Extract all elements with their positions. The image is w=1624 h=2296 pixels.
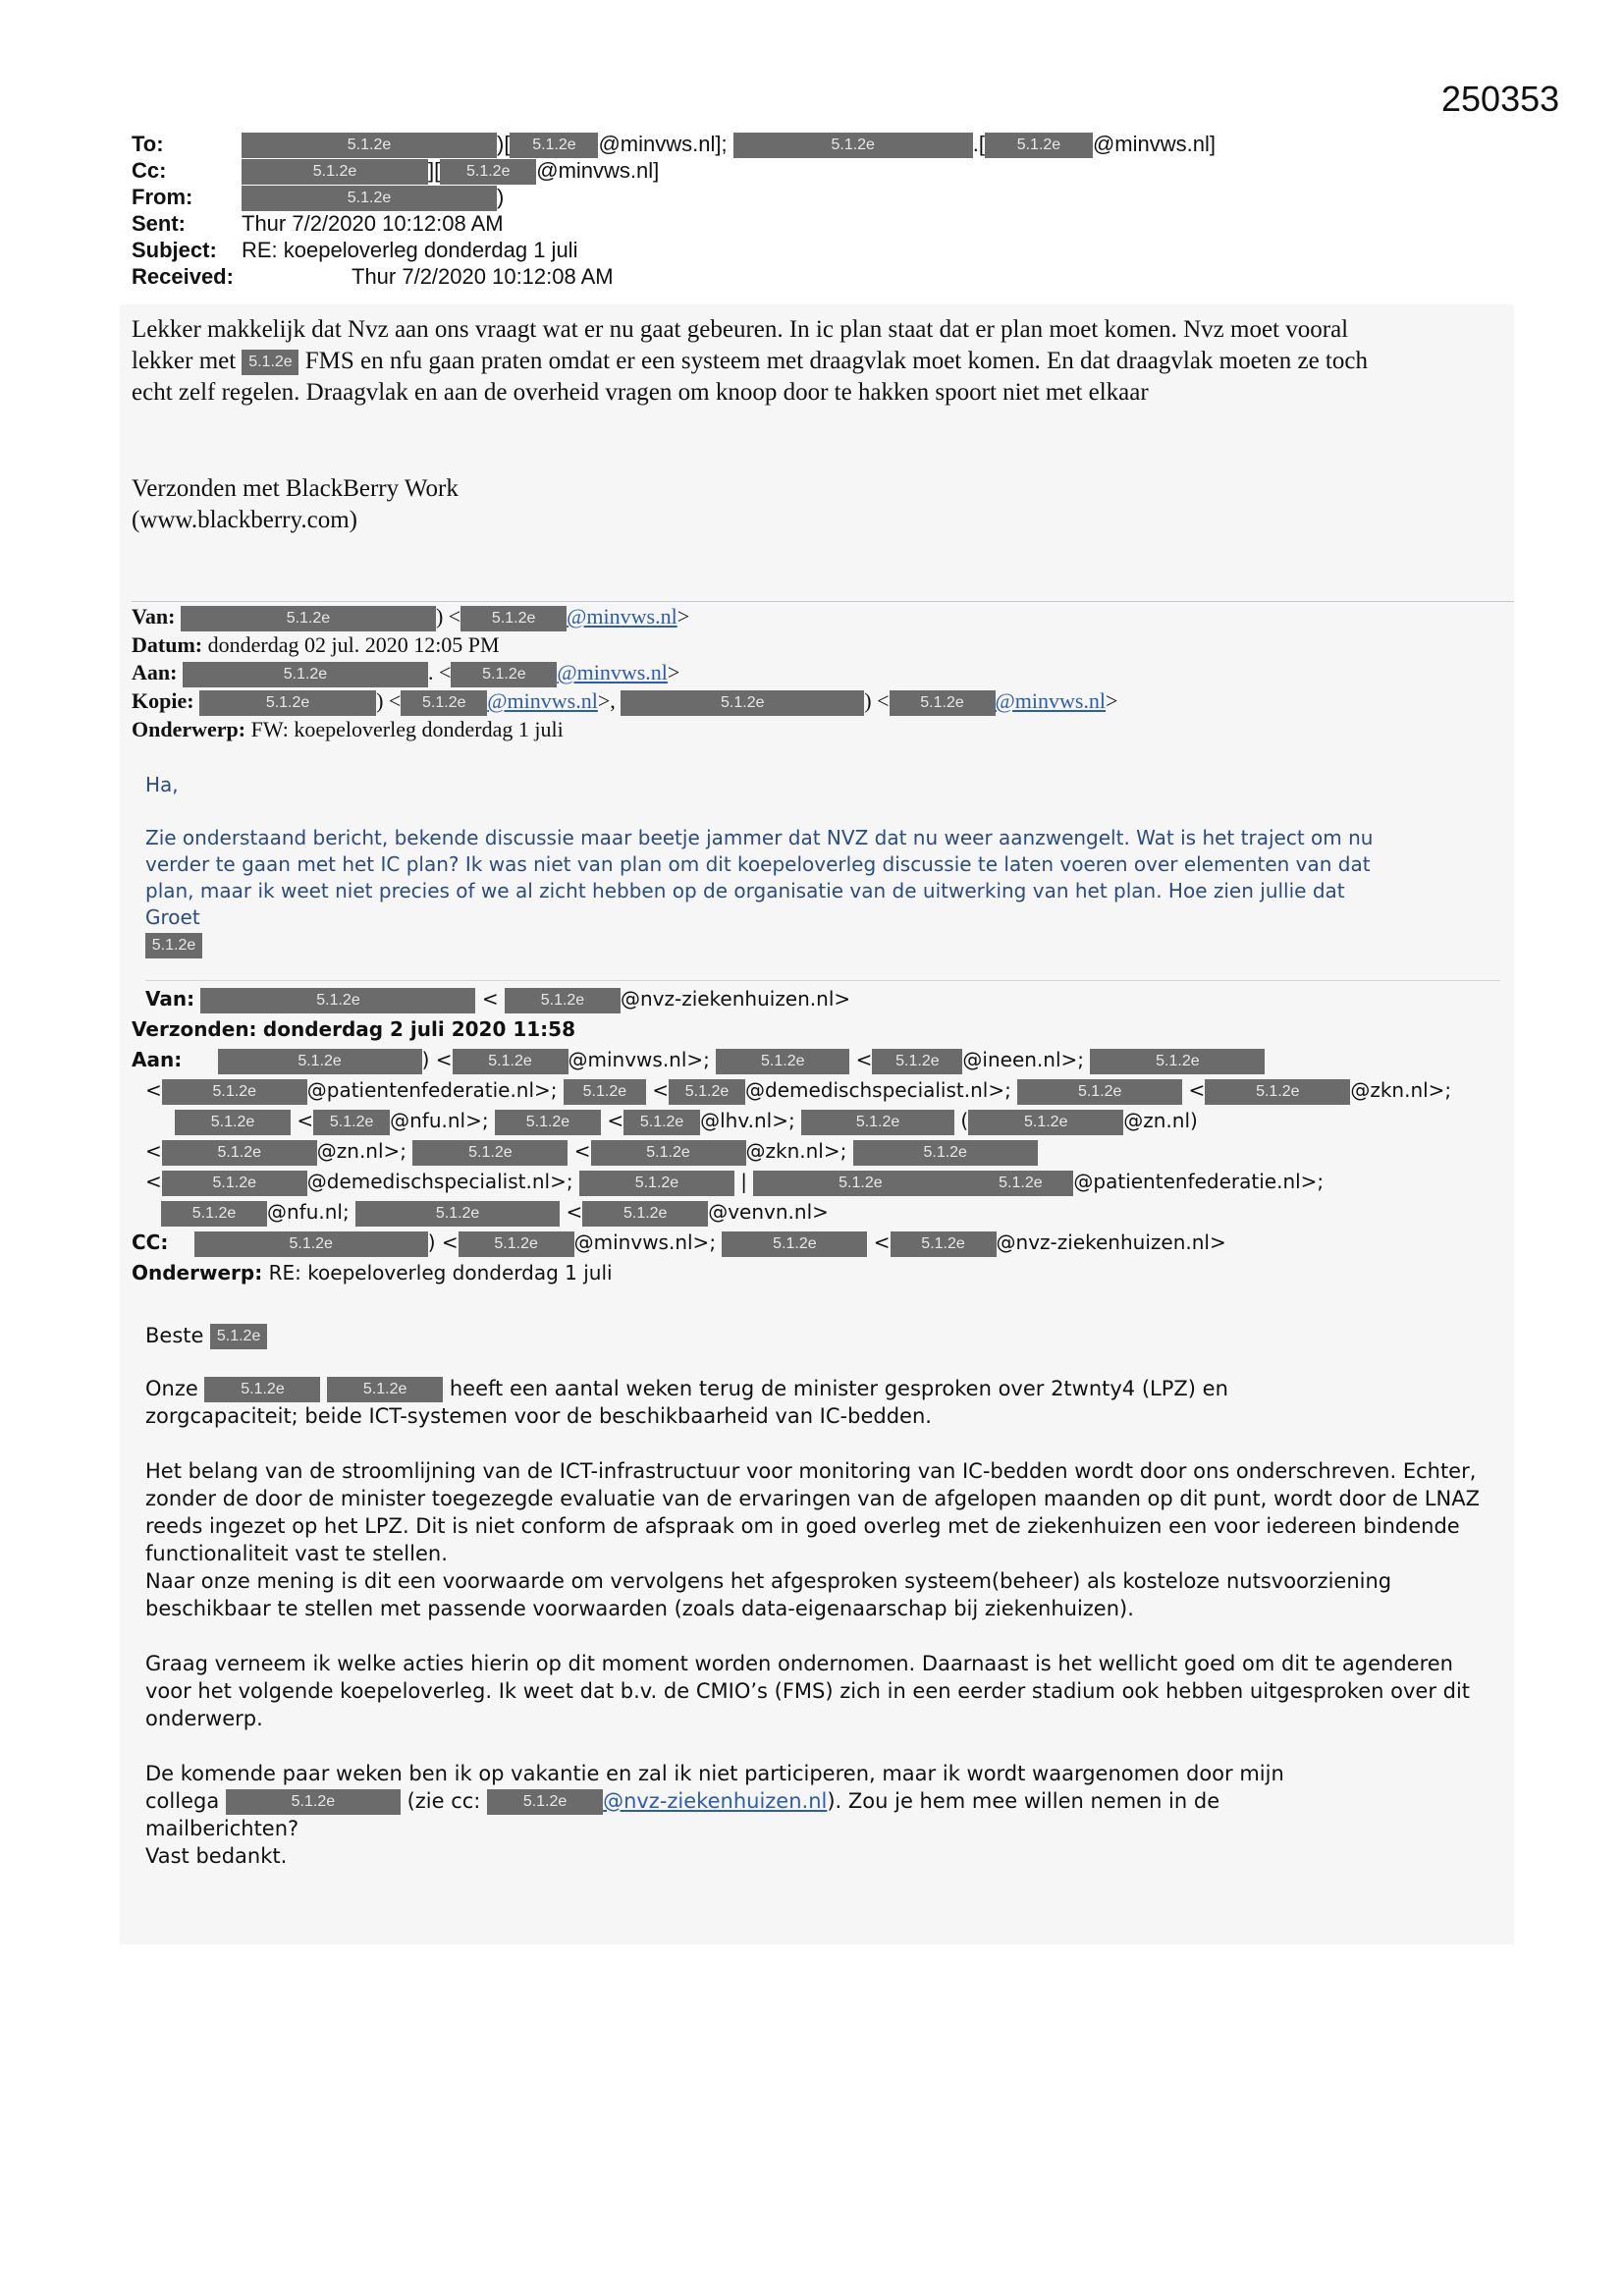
orig-p1b: heeft een aantal weken terug de minister gesproken over 2twnty4 (LPZ) en xyxy=(449,1377,1228,1400)
orig-aan-email: @nfu.nl>; xyxy=(390,1109,489,1132)
mid-body-signature xyxy=(145,931,1373,958)
subject-label: Subject: xyxy=(132,238,217,262)
cc-sep: ][ xyxy=(428,158,441,183)
redaction: 5.1.2e xyxy=(226,1789,401,1815)
orig-p4: Graag verneem ik welke acties hierin op dit moment worden ondernomen. Daarnaast is het wellicht goed om dit te agenderen voor het volgende koepeloverleg. Ik weet dat b.v. de CMIO’s (FMS) zich in een eerder stadium ook hebben uitgesproken over dit onderwerp. xyxy=(145,1652,1471,1730)
redaction: 5.1.2e xyxy=(183,662,428,687)
redaction: 5.1.2e xyxy=(199,690,376,716)
redaction: 5.1.2e xyxy=(242,133,497,158)
orig-aan-row-1: Aan: 5.1.2e ) < 5.1.2e @minvws.nl>; 5.1.2e < 5.1.2e @ineen.nl>; 5.1.2e xyxy=(132,1045,1451,1075)
mid-gt: > xyxy=(1106,687,1118,713)
orig-aan-row-3: 5.1.2e < 5.1.2e @nfu.nl>; 5.1.2e < 5.1.2e @lhv.nl>; 5.1.2e ( 5.1.2e @zn.nl) xyxy=(132,1106,1451,1136)
redaction: 5.1.2e xyxy=(967,1171,1073,1196)
redaction: 5.1.2e xyxy=(412,1140,568,1166)
redaction: 5.1.2e xyxy=(1090,1049,1265,1074)
redaction: 5.1.2e xyxy=(872,1049,962,1074)
subject-value: RE: koepeloverleg donderdag 1 juli xyxy=(242,238,578,262)
mid-gt-comma: >, xyxy=(597,687,616,713)
mid-body-line-1: Zie onderstaand bericht, bekende discussie maar beetje jammer dat NVZ dat nu weer aanzwengelt. Wat is het traject om nu xyxy=(145,826,1374,849)
mid-kopie-label: Kopie: xyxy=(132,687,194,713)
orig-cc-email: @minvws.nl>; xyxy=(573,1230,717,1254)
redaction: 5.1.2e xyxy=(194,1231,428,1257)
from-value xyxy=(242,184,504,211)
divider xyxy=(145,980,1500,981)
orig-aan-email: @zkn.nl>; xyxy=(1350,1078,1452,1102)
redaction: 5.1.2e xyxy=(853,1140,1038,1166)
reply-line-1: Lekker makkelijk dat Nvz aan ons vraagt wat er nu gaat gebeuren. In ic plan staat dat er plan moet komen. Nvz moet vooral xyxy=(132,316,1349,343)
orig-cc-row: CC: 5.1.2e ) < 5.1.2e @minvws.nl>; 5.1.2e < 5.1.2e @nvz-ziekenhuizen.nl> xyxy=(132,1228,1451,1258)
mid-header xyxy=(132,603,1117,743)
cc-value xyxy=(242,157,659,185)
reply-line-2 xyxy=(132,348,1368,375)
spacer xyxy=(145,1349,1500,1375)
redaction: 5.1.2e xyxy=(161,1201,267,1227)
mid-van-sep: ) < xyxy=(435,604,461,629)
orig-onderwerp-row xyxy=(132,1258,1451,1288)
redaction: 5.1.2e xyxy=(242,186,497,211)
orig-van-label: Van: xyxy=(145,987,195,1011)
mid-gt: > xyxy=(667,659,680,684)
redaction: 5.1.2e xyxy=(582,1201,708,1227)
sent-label: Sent: xyxy=(132,211,186,236)
orig-p1-line-2: zorgcapaciteit; beide ICT-systemen voor de beschikbaarheid van IC-bedden. xyxy=(145,1404,932,1428)
orig-aan-email: @minvws.nl>; xyxy=(568,1048,710,1071)
redaction: 5.1.2e xyxy=(162,1079,307,1105)
orig-aan-email: @zkn.nl>; xyxy=(745,1139,847,1163)
orig-aan-row-6: 5.1.2e @nfu.nl; 5.1.2e < 5.1.2e @venvn.nl> xyxy=(132,1197,1451,1228)
redaction: 5.1.2e xyxy=(459,1231,574,1257)
redaction: 5.1.2e xyxy=(985,133,1093,158)
redaction: 5.1.2e xyxy=(890,690,996,716)
mid-aan-row xyxy=(132,659,1117,687)
to-email-1: @minvws.nl]; xyxy=(598,132,728,156)
cc-label: Cc: xyxy=(132,158,167,183)
redaction: 5.1.2e xyxy=(579,1171,734,1196)
spacer xyxy=(145,1732,1500,1760)
orig-aan-email: @ineen.nl>; xyxy=(962,1048,1085,1071)
mid-datum-row xyxy=(132,631,1117,659)
orig-body xyxy=(145,1322,1500,1870)
redaction: 5.1.2e xyxy=(591,1140,746,1166)
orig-greeting xyxy=(145,1322,1500,1349)
signature-line-2: (www.blackberry.com) xyxy=(132,507,357,533)
orig-beste: Beste xyxy=(145,1324,204,1347)
orig-aan-email: @patientenfederatie.nl>; xyxy=(1073,1170,1325,1193)
orig-cc-email: @nvz-ziekenhuizen.nl> xyxy=(996,1230,1226,1254)
cc-email: @minvws.nl] xyxy=(536,158,660,183)
orig-verzonden-row xyxy=(132,1014,1451,1045)
redaction: 5.1.2e xyxy=(968,1110,1123,1135)
redaction: 5.1.2e xyxy=(623,1110,700,1135)
redaction: 5.1.2e xyxy=(200,988,475,1013)
mid-body-greeting: Ha, xyxy=(145,773,179,796)
to-sep-2: .[ xyxy=(972,132,985,156)
redaction: 5.1.2e xyxy=(564,1079,646,1105)
orig-p5-line-1: De komende paar weken ben ik op vakantie en zal ik niet participeren, maar ik wordt waargenomen door mijn xyxy=(145,1762,1284,1785)
mid-van-row xyxy=(132,603,1117,631)
spacer xyxy=(145,1622,1500,1650)
orig-van-email: @nvz-ziekenhuizen.nl> xyxy=(620,987,851,1011)
orig-p5-line-4: Vast bedankt. xyxy=(145,1844,288,1868)
redaction: 5.1.2e xyxy=(451,662,557,687)
orig-aan-email: @zn.nl>; xyxy=(316,1139,407,1163)
orig-header xyxy=(132,984,1451,1288)
orig-van-row: Van: 5.1.2e < 5.1.2e @nvz-ziekenhuizen.nl> xyxy=(132,984,1451,1014)
orig-aan-email: @demedischspecialist.nl>; xyxy=(306,1170,573,1193)
to-value xyxy=(242,131,1216,158)
mid-kopie-email-2[interactable]: @minvws.nl xyxy=(995,687,1107,713)
redaction: 5.1.2e xyxy=(510,133,598,158)
orig-p5-email-link[interactable]: @nvz-ziekenhuizen.nl xyxy=(603,1789,828,1813)
orig-cc-label: CC: xyxy=(132,1230,169,1254)
redaction: 5.1.2e xyxy=(313,1110,390,1135)
mid-kopie-sep: ) < xyxy=(376,687,402,713)
mid-body-line-2: verder te gaan met het IC plan? Ik was niet van plan om dit koepeloverleg discussie te laten voeren over elementen van dat xyxy=(145,852,1371,876)
redaction: 5.1.2e xyxy=(801,1110,954,1135)
mid-datum-label: Datum: xyxy=(132,631,203,657)
redaction: 5.1.2e xyxy=(401,690,487,716)
mid-datum-value: donderdag 02 jul. 2020 12:05 PM xyxy=(207,631,500,657)
redaction: 5.1.2e xyxy=(204,1377,320,1402)
orig-onderwerp-value: RE: koepeloverleg donderdag 1 juli xyxy=(268,1261,613,1285)
redaction: 5.1.2e xyxy=(162,1171,307,1196)
from-label: From: xyxy=(132,185,193,209)
orig-verzonden-value: donderdag 2 juli 2020 11:58 xyxy=(262,1017,575,1041)
orig-p5-line-3: mailberichten? xyxy=(145,1817,299,1840)
mid-body-closing: Groet xyxy=(145,905,200,929)
mid-body xyxy=(145,772,1373,958)
redaction: 5.1.2e xyxy=(722,1231,867,1257)
orig-aan-email: @lhv.nl>; xyxy=(700,1109,795,1132)
sent-value: Thur 7/2/2020 10:12:08 AM xyxy=(242,211,504,236)
redaction: 5.1.2e xyxy=(210,1324,267,1349)
redaction: 5.1.2e xyxy=(175,1110,291,1135)
mid-onderwerp-label: Onderwerp: xyxy=(132,716,246,741)
orig-aan-row-2: < 5.1.2e @patientenfederatie.nl>; 5.1.2e < 5.1.2e @demedischspecialist.nl>; 5.1.2e < 5.1.2e @zkn.nl>; xyxy=(132,1075,1451,1106)
orig-aan-email: @nfu.nl; xyxy=(267,1200,350,1224)
orig-aan-row-4: < 5.1.2e @zn.nl>; 5.1.2e < 5.1.2e @zkn.nl>; 5.1.2e xyxy=(132,1136,1451,1167)
redaction: 5.1.2e xyxy=(487,1789,603,1815)
received-value: Thur 7/2/2020 10:12:08 AM xyxy=(352,264,614,289)
mid-onderwerp-value: FW: koepeloverleg donderdag 1 juli xyxy=(250,716,564,741)
redaction: 5.1.2e xyxy=(460,606,567,631)
mid-van-email[interactable]: @minvws.nl xyxy=(567,604,677,629)
mid-aan-sep: . < xyxy=(427,659,452,684)
orig-aan-email: @patientenfederatie.nl>; xyxy=(306,1078,558,1102)
orig-p1-line-1 xyxy=(145,1375,1500,1402)
reply-line-3: echt zelf regelen. Draagvlak en aan de overheid vragen om knoop door te hakken spoort niet met elkaar xyxy=(132,379,1149,406)
redaction: 5.1.2e xyxy=(355,1201,560,1227)
orig-aan-label: Aan: xyxy=(132,1048,183,1071)
orig-aan-email: @venvn.nl> xyxy=(708,1200,829,1224)
redaction: 5.1.2e xyxy=(669,1079,745,1105)
redaction: 5.1.2e xyxy=(162,1140,317,1166)
divider xyxy=(132,601,1514,602)
redaction: 5.1.2e xyxy=(621,690,864,716)
redaction: 5.1.2e xyxy=(505,988,621,1013)
redaction: 5.1.2e xyxy=(753,1171,967,1196)
redaction: 5.1.2e xyxy=(327,1377,443,1402)
redaction: 5.1.2e xyxy=(1205,1079,1350,1105)
reply-line-2a: lekker met xyxy=(132,348,237,374)
orig-p5b: collega xyxy=(145,1789,220,1813)
redaction: 5.1.2e xyxy=(440,159,536,185)
redaction: 5.1.2e xyxy=(242,159,428,185)
mid-kopie-row xyxy=(132,687,1117,716)
orig-p1a: Onze xyxy=(145,1377,198,1400)
orig-verzonden-label: Verzonden: xyxy=(132,1017,257,1041)
orig-p5c: (zie cc: xyxy=(406,1789,481,1813)
from-sep: ) xyxy=(497,185,505,209)
received-label: Received: xyxy=(132,264,234,289)
orig-aan-email: @zn.nl) xyxy=(1123,1109,1198,1132)
reply-line-2b: FMS en nfu gaan praten omdat er een systeem met draagvlak moet komen. En dat draagvlak moeten ze toch xyxy=(304,348,1368,374)
redaction: 5.1.2e xyxy=(145,933,202,958)
orig-p2: Het belang van de stroomlijning van de ICT-infrastructuur voor monitoring van IC-bedden wordt door ons onderschreven. Echter, zonder de door de minister toegezegde evaluatie van de ervaringen van de afgelopen maanden op dit punt, wordt door de LNAZ reeds ingezet op het LPZ. Dit is niet conform de afspraak om in goed overleg met de ziekenhuizen een voor iedereen bindende functionaliteit vast te stellen. xyxy=(145,1459,1480,1565)
mid-body-line-3: plan, maar ik weet niet precies of we al zicht hebben op de organisatie van de uitwerking van het plan. Hoe zien jullie dat xyxy=(145,879,1345,902)
redaction: 5.1.2e xyxy=(733,133,973,158)
to-label: To: xyxy=(132,132,164,156)
spacer xyxy=(145,1430,1500,1457)
redaction: 5.1.2e xyxy=(716,1049,849,1074)
mid-gt: > xyxy=(677,604,690,629)
orig-aan-email: @demedischspecialist.nl>; xyxy=(745,1078,1011,1102)
orig-p5-line-2 xyxy=(145,1787,1500,1815)
redaction: 5.1.2e xyxy=(242,350,298,375)
orig-p5e: ). Zou je hem mee willen nemen in de xyxy=(827,1789,1220,1813)
spacer xyxy=(145,798,1373,825)
to-sep: )[ xyxy=(497,132,511,156)
orig-p3: Naar onze mening is dit een voorwaarde om vervolgens het afgesproken systeem(beheer) als kosteloze nutsvoorziening beschikbaar te stellen met passende voorwaarden (zoals data-eigenaarschap bij ziekenhuizen). xyxy=(145,1569,1392,1620)
orig-onderwerp-label: Onderwerp: xyxy=(132,1261,263,1285)
mid-aan-label: Aan: xyxy=(132,659,178,684)
signature-line-1: Verzonden met BlackBerry Work xyxy=(132,475,459,502)
redaction: 5.1.2e xyxy=(218,1049,422,1074)
redaction: 5.1.2e xyxy=(495,1110,601,1135)
redaction: 5.1.2e xyxy=(181,606,436,631)
to-email-2: @minvws.nl] xyxy=(1092,132,1216,156)
document-number: 250353 xyxy=(1441,79,1560,119)
mid-onderwerp-row xyxy=(132,716,1117,743)
redaction: 5.1.2e xyxy=(891,1231,997,1257)
redaction: 5.1.2e xyxy=(453,1049,568,1074)
redaction: 5.1.2e xyxy=(1017,1079,1182,1105)
mid-kopie-sep-2: ) < xyxy=(864,687,890,713)
orig-aan-row-5: < 5.1.2e @demedischspecialist.nl>; 5.1.2e | 5.1.2e 5.1.2e @patientenfederatie.nl>; xyxy=(132,1167,1451,1197)
mid-kopie-email-1[interactable]: @minvws.nl xyxy=(487,687,598,713)
mid-aan-email[interactable]: @minvws.nl xyxy=(557,659,668,684)
mid-van-label: Van: xyxy=(132,604,176,629)
